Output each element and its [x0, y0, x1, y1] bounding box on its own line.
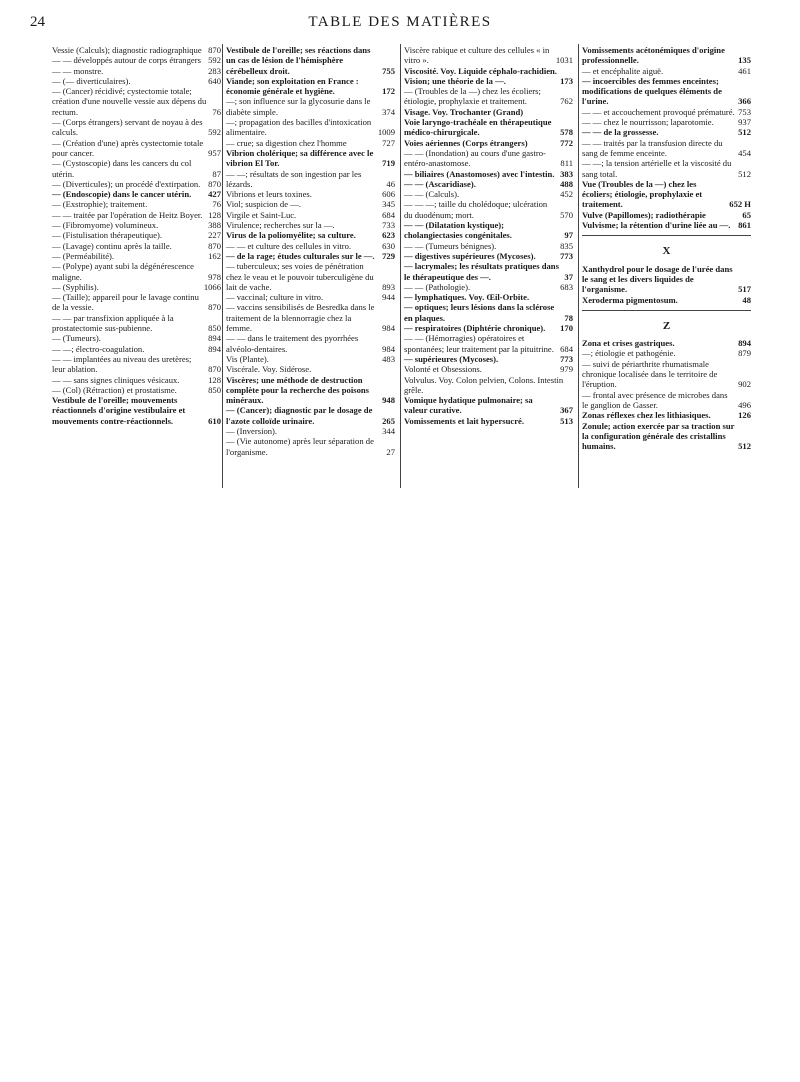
index-entry	[582, 76, 751, 107]
index-entry	[52, 282, 221, 292]
index-entry	[52, 375, 221, 385]
entry-text: Vulve (Papillomes); radiothérapie	[582, 209, 706, 220]
index-entry	[404, 220, 573, 241]
entry-text: Visage. Voy. Trochanter (Grand)	[404, 106, 524, 117]
entry-text: — (Lavage) continu après la taille.	[52, 240, 172, 251]
entry-text: Viscosité. Voy. Liquide céphalo-rachidien.	[404, 65, 557, 76]
entry-text: — — développés autour de corps étrangers	[52, 55, 201, 66]
index-entry	[404, 416, 573, 426]
entry-text: — vaccins sensibilisés de Besredka dans le traitement de la blennorragie chez la femme.	[226, 302, 375, 334]
index-column-2	[226, 45, 395, 457]
entry-text: — — dans le traitement des pyorrhées alvéolo-dentaires.	[226, 333, 359, 354]
index-entry	[52, 189, 221, 199]
entry-page: 870	[208, 178, 221, 189]
entry-page: 383	[560, 168, 573, 179]
index-entry	[404, 107, 573, 117]
entry-text: — optiques; leurs lésions dans la sclérose en plaques.	[404, 302, 555, 323]
index-entry	[404, 261, 573, 282]
entry-page: 979	[560, 364, 573, 375]
entry-text: Vulvisme; la rétention d'urine liée au —.	[582, 220, 731, 231]
entry-page: 388	[208, 220, 221, 231]
entry-text: Vue (Troubles de la —) chez les écoliers; étiologie, prophylaxie et traitement.	[582, 178, 703, 210]
entry-text: Vibrions et leurs toxines.	[226, 189, 312, 200]
entry-page: 879	[738, 348, 751, 359]
column-separator	[578, 44, 579, 488]
entry-page: 719	[382, 158, 395, 169]
entry-text: — frontal avec présence de microbes dans le ganglion de Gasser.	[582, 389, 728, 410]
entry-page: 870	[208, 364, 221, 375]
section-letter-x: X	[662, 245, 671, 258]
index-entry	[404, 292, 573, 302]
index-entry	[226, 117, 395, 138]
entry-text: — — —; taille du cholédoque; ulcération du duodénum; mort.	[404, 199, 548, 220]
entry-page: 861	[738, 220, 751, 231]
entry-text: — — sans signes cliniques vésicaux.	[52, 374, 180, 385]
index-entry	[52, 251, 221, 261]
entry-page: 78	[564, 312, 573, 323]
entry-page: 227	[208, 230, 221, 241]
index-entry	[52, 76, 221, 86]
index-entry	[404, 241, 573, 251]
entry-page: 727	[382, 137, 395, 148]
section-divider	[582, 310, 751, 311]
index-column-3	[404, 45, 573, 426]
index-entry	[226, 302, 395, 333]
entry-text: — — (Inondation) au cours d'une gastro-entéro-anastomose.	[404, 147, 546, 169]
index-entry	[404, 76, 573, 86]
entry-text: — (Cancer) récidivé; cystectomie totale; création d'une nouvelle vessie aux dépens du rectum.	[52, 86, 207, 117]
index-entry	[404, 169, 573, 179]
entry-text: Vomissements acétonémiques d'origine professionnelle.	[582, 45, 725, 66]
entry-page: 87	[212, 168, 221, 179]
index-entry	[404, 395, 573, 416]
index-entry	[226, 220, 395, 230]
index-entry	[582, 138, 751, 159]
entry-page: 773	[560, 353, 573, 364]
index-entry	[582, 348, 751, 358]
entry-text: Vis (Plante).	[226, 353, 269, 364]
index-entry	[226, 405, 395, 426]
entry-text: — (Vie autonome) après leur séparation de l'organisme.	[226, 436, 374, 457]
entry-page: 366	[738, 96, 751, 107]
entry-page: 984	[382, 343, 395, 354]
index-entry	[582, 158, 751, 179]
entry-page: 630	[382, 240, 395, 251]
index-entry	[404, 179, 573, 189]
index-entry	[52, 395, 221, 426]
index-entry	[404, 66, 573, 76]
entry-page: 173	[560, 75, 573, 86]
entry-text: — (Création d'une) après cystectomie totale pour cancer.	[52, 137, 204, 158]
entry-page: 1066	[203, 281, 221, 292]
entry-text: Zonule; action exercée par sa traction sur la configuration générale des cristallins humains.	[582, 420, 735, 452]
index-entry	[582, 127, 751, 137]
entry-page: 850	[208, 323, 221, 334]
index-entry	[52, 313, 221, 334]
index-entry	[52, 292, 221, 313]
section-letter-z: Z	[662, 319, 671, 332]
index-entry	[226, 138, 395, 148]
index-entry	[226, 354, 395, 364]
entry-text: — (Fistulisation thérapeutique).	[52, 230, 163, 241]
index-entry	[404, 375, 573, 396]
index-entry	[582, 179, 751, 210]
entry-text: — — (Pathologie).	[404, 281, 471, 292]
entry-page: 894	[738, 338, 751, 349]
index-entry	[226, 96, 395, 117]
entry-page: 367	[560, 405, 573, 416]
index-entry	[52, 230, 221, 240]
index-entry	[404, 302, 573, 323]
index-entry	[52, 158, 221, 179]
entry-page: 513	[560, 415, 573, 426]
entry-page: 835	[560, 240, 573, 251]
index-entry	[582, 107, 751, 117]
entry-text: — — traitée par l'opération de Heitz Boyer.	[52, 209, 203, 220]
entry-page: 48	[742, 294, 751, 305]
entry-text: — tuberculeux; ses voies de pénétration chez le veau et le pouvoir tuberculigène du lait de vache.	[226, 261, 374, 292]
entry-text: — (Diverticules); un procédé d'extirpation.	[52, 178, 201, 189]
index-entry	[404, 251, 573, 261]
entry-page: 46	[386, 178, 395, 189]
entry-page: 76	[212, 106, 221, 117]
entry-text: Virgile et Saint-Luc.	[226, 209, 297, 220]
entry-page: 753	[738, 106, 751, 117]
entry-page: 1009	[377, 127, 395, 138]
entry-text: Vestibule de l'oreille; ses réactions dans un cas de lésion de l'hémisphère cérébelleux droit.	[226, 45, 371, 76]
entry-text: —; étiologie et pathogénie.	[582, 348, 676, 359]
index-entry	[404, 282, 573, 292]
entry-text: Zona et crises gastriques.	[582, 338, 675, 349]
index-entry	[582, 421, 751, 452]
index-entry	[226, 199, 395, 209]
entry-page: 623	[382, 230, 395, 241]
index-entry	[226, 169, 395, 190]
entry-text: — vaccinal; culture in vitro.	[226, 292, 324, 303]
entry-page: 773	[560, 250, 573, 261]
entry-text: —; son influence sur la glycosurie dans le diabète simple.	[226, 96, 371, 117]
entry-page: 733	[382, 220, 395, 231]
index-entry	[52, 333, 221, 343]
entry-page: 283	[208, 65, 221, 76]
entry-text: — (Endoscopie) dans le cancer utérin.	[52, 189, 192, 200]
entry-text: — suivi de périarthrite rhumatismale chronique localisée dans le territoire de l'éruption.	[582, 358, 718, 390]
index-entry	[404, 199, 573, 220]
index-entry	[404, 148, 573, 169]
index-entry	[226, 241, 395, 251]
entry-text: — crue; sa digestion chez l'homme	[226, 137, 347, 148]
entry-page: 512	[738, 127, 751, 138]
entry-text: Volonté et Obsessions.	[404, 364, 482, 375]
entry-page: 755	[382, 65, 395, 76]
entry-text: — et encéphalite aiguë.	[582, 65, 664, 76]
entry-page: 902	[738, 379, 751, 390]
entry-page: 265	[382, 415, 395, 426]
index-entry	[404, 117, 573, 138]
entry-text: Viscère rabique et culture des cellules « in vitro ».	[404, 45, 550, 66]
entry-text: — (Exstrophie); traitement.	[52, 199, 148, 210]
index-entry	[52, 55, 221, 65]
index-entry	[404, 323, 573, 333]
index-entry	[404, 189, 573, 199]
entry-page: 496	[738, 399, 751, 410]
entry-page: 427	[208, 189, 221, 200]
entry-text: — incoercibles des femmes enceintes; modifications de quelques éléments de l'urine.	[582, 75, 722, 107]
column-separator	[222, 44, 223, 488]
entry-text: Volvulus. Voy. Colon pelvien, Colons. Intestin grêle.	[404, 374, 564, 395]
entry-text: — de la rage; études culturales sur le —.	[226, 250, 375, 261]
entry-text: Viol; suspicion de —.	[226, 199, 301, 210]
entry-page: 452	[560, 189, 573, 200]
entry-text: Viscères; une méthode de destruction complète pour la recherche des poisons minéraux.	[226, 374, 369, 406]
entry-page: 517	[738, 284, 751, 295]
entry-page: 762	[560, 96, 573, 107]
entry-page: 135	[738, 55, 751, 66]
entry-page: 488	[560, 178, 573, 189]
entry-text: — — implantées au niveau des uretères; leur ablation.	[52, 353, 192, 375]
section-x-entries	[582, 264, 751, 305]
entry-page: 344	[382, 425, 395, 436]
entry-text: — (Inversion).	[226, 425, 278, 436]
entry-page: 652 H	[729, 199, 751, 210]
index-entry	[226, 230, 395, 240]
index-entry	[226, 189, 395, 199]
entry-text: — — (Calculs).	[404, 189, 460, 200]
index-entry	[582, 220, 751, 230]
index-entry	[52, 66, 221, 76]
entry-text: Vestibule de l'oreille; mouvements réactionnels d'origine vestibulaire et mouvements contre-réactionnels.	[52, 395, 186, 426]
entry-text: — —; électro-coagulation.	[52, 343, 145, 354]
entry-page: 893	[382, 281, 395, 292]
index-entry	[52, 354, 221, 375]
entry-page: 683	[560, 281, 573, 292]
index-entry	[226, 364, 395, 374]
index-entry	[52, 86, 221, 117]
entry-page: 345	[382, 199, 395, 210]
entry-text: — respiratoires (Diphtérie chronique).	[404, 323, 546, 334]
index-entry	[52, 138, 221, 159]
entry-text: Xanthydrol pour le dosage de l'urée dans le sang et les divers liquides de l'organisme.	[582, 263, 733, 295]
entry-text: — —; résultats de son ingestion par les lézards.	[226, 168, 362, 189]
index-entry	[52, 199, 221, 209]
index-entry	[404, 364, 573, 374]
entry-page: 1031	[555, 55, 573, 66]
entry-text: — — de la grossesse.	[582, 127, 659, 138]
entry-text: Viande; son exploitation en France : économie générale et hygiène.	[226, 75, 359, 97]
entry-text: — — (Dilatation kystique); cholangiectasies congénitales.	[404, 220, 512, 241]
entry-page: 729	[382, 250, 395, 261]
entry-text: — biliaires (Anastomoses) avec l'intestin.	[404, 168, 555, 179]
entry-text: — —; la tension artérielle et la viscosité du sang total.	[582, 158, 732, 179]
entry-text: Xeroderma pigmentosum.	[582, 294, 678, 305]
running-header: TABLE DES MATIÈRES	[308, 14, 492, 30]
entry-text: Vibrion cholérique; sa différence avec le vibrion El Tor.	[226, 147, 374, 169]
index-entry	[52, 241, 221, 251]
entry-page: 578	[560, 127, 573, 138]
entry-page: 170	[560, 323, 573, 334]
index-entry	[226, 210, 395, 220]
entry-page: 894	[208, 333, 221, 344]
page-number: 24	[30, 14, 45, 30]
column-separator	[400, 44, 401, 488]
entry-page: 126	[738, 410, 751, 421]
index-entry	[226, 292, 395, 302]
index-entry	[582, 45, 751, 66]
index-entry	[52, 344, 221, 354]
entry-text: Vomissements et lait hypersucré.	[404, 415, 524, 426]
section-divider	[582, 235, 751, 236]
entry-page: 811	[560, 158, 573, 169]
index-entry	[582, 359, 751, 390]
section-z-entries	[582, 338, 751, 451]
index-entry	[582, 66, 751, 76]
entry-page: 37	[564, 271, 573, 282]
entry-text: — (Fibromyome) volumineux.	[52, 220, 159, 231]
entry-page: 512	[738, 441, 751, 452]
entry-text: — (Col) (Rétraction) et prostatisme.	[52, 384, 177, 395]
index-entry	[226, 45, 395, 76]
index-entry	[404, 138, 573, 148]
entry-text: — (Cancer); diagnostic par le dosage de l'azote colloïde urinaire.	[226, 405, 373, 426]
index-entry	[582, 117, 751, 127]
entry-page: 65	[742, 209, 751, 220]
entry-text: Zonas réflexes chez les lithiasiques.	[582, 410, 711, 421]
entry-text: Virulence; recherches sur la —.	[226, 220, 335, 231]
entry-page: 172	[382, 86, 395, 97]
entry-text: — lacrymales; les résultats pratiques dans le thérapeutique des —.	[404, 261, 559, 282]
entry-page: 162	[208, 250, 221, 261]
entry-text: — lymphatiques. Voy. Œil-Orbite.	[404, 292, 530, 303]
entry-page: 957	[208, 147, 221, 158]
index-entry	[226, 251, 395, 261]
entry-text: Virus de la poliomyélite; sa culture.	[226, 230, 356, 241]
index-entry	[226, 436, 395, 457]
entry-text: — — (Tumeurs bénignes).	[404, 240, 497, 251]
entry-page: 454	[738, 147, 751, 158]
index-entry	[226, 148, 395, 169]
index-entry	[226, 76, 395, 97]
index-entry	[52, 261, 221, 282]
entry-page: 640	[208, 75, 221, 86]
index-entry	[582, 410, 751, 420]
entry-page: 772	[560, 137, 573, 148]
index-entry	[52, 45, 221, 55]
entry-text: — (Cystoscopie) dans les cancers du col utérin.	[52, 158, 192, 179]
entry-page: 128	[208, 374, 221, 385]
entry-text: —; propagation des bacilles d'intoxication alimentaire.	[226, 117, 372, 138]
section-v-entries	[582, 45, 751, 230]
entry-text: — supérieures (Mycoses).	[404, 353, 499, 364]
entry-page: 944	[382, 292, 395, 303]
entry-page: 850	[208, 384, 221, 395]
entry-page: 978	[208, 271, 221, 282]
entry-page: 937	[738, 117, 751, 128]
entry-text: — — traités par la transfusion directe du sang de femme enceinte.	[582, 137, 723, 158]
entry-text: — — monstre.	[52, 65, 104, 76]
entry-page: 461	[738, 65, 751, 76]
entry-text: — (Tumeurs).	[52, 333, 101, 344]
entry-text: Voies aériennes (Corps étrangers)	[404, 137, 528, 148]
entry-page: 870	[208, 302, 221, 313]
entry-page: 483	[382, 353, 395, 364]
entry-text: — — (Hémorragies) opératoires et spontanées; leur traitement par la pituitrine.	[404, 333, 554, 354]
entry-text: — — et culture des cellules in vitro.	[226, 240, 352, 251]
entry-page: 894	[208, 343, 221, 354]
entry-page: 76	[212, 199, 221, 210]
entry-text: — — et accouchement provoqué prématuré.	[582, 106, 735, 117]
entry-page: 870	[208, 45, 221, 55]
index-entry	[226, 333, 395, 354]
entry-page: 570	[560, 209, 573, 220]
entry-page: 948	[382, 395, 395, 406]
index-entry	[404, 333, 573, 354]
entry-text: — (Syphilis).	[52, 281, 99, 292]
index-entry	[52, 385, 221, 395]
entry-page: 512	[738, 168, 751, 179]
index-entry	[582, 338, 751, 348]
index-entry	[404, 354, 573, 364]
index-column-4	[582, 45, 751, 451]
entry-text: Voie laryngo-trachéale en thérapeutique médico-chirurgicale.	[404, 117, 552, 138]
index-entry	[226, 426, 395, 436]
index-entry	[52, 220, 221, 230]
index-entry	[582, 210, 751, 220]
entry-text: — (Perméabilité).	[52, 250, 115, 261]
index-entry	[582, 264, 751, 295]
entry-text: — (Troubles de la —) chez les écoliers; étiologie, prophylaxie et traitement.	[404, 86, 541, 107]
entry-text: — (Taille); appareil pour le lavage continu de la vessie.	[52, 292, 199, 313]
entry-page: 610	[208, 415, 221, 426]
entry-page: 97	[564, 230, 573, 241]
entry-page: 684	[560, 343, 573, 354]
entry-page: 870	[208, 240, 221, 251]
index-entry	[226, 375, 395, 406]
entry-text: — (Polype) ayant subi la dégénérescence maligne.	[52, 261, 194, 282]
entry-text: — (— diverticulaires).	[52, 75, 131, 86]
entry-text: Viscérale. Voy. Sidérose.	[226, 364, 312, 375]
entry-text: Vessie (Calculs); diagnostic radiographique	[52, 45, 202, 55]
index-entry	[404, 86, 573, 107]
entry-page: 984	[382, 323, 395, 334]
entry-page: 128	[208, 209, 221, 220]
entry-text: — — (Ascaridiase).	[404, 178, 476, 189]
index-column-1	[52, 45, 221, 426]
entry-page: 606	[382, 189, 395, 200]
entry-page: 374	[382, 106, 395, 117]
entry-text: — — chez le nourrisson; laparotomie.	[582, 117, 714, 128]
entry-text: Vomique hydatique pulmonaire; sa valeur curative.	[404, 395, 533, 416]
index-entry	[404, 45, 573, 66]
index-entry	[52, 117, 221, 138]
index-entry	[52, 179, 221, 189]
index-entry	[582, 390, 751, 411]
entry-page: 27	[386, 446, 395, 457]
entry-text: Vision; une théorie de la —.	[404, 75, 506, 86]
index-entry	[582, 295, 751, 305]
entry-text: — digestives supérieures (Mycoses).	[404, 250, 536, 261]
entry-text: — — par transfixion appliquée à la prostatectomie sus-pubienne.	[52, 312, 174, 334]
index-entry	[52, 210, 221, 220]
entry-page: 592	[208, 127, 221, 138]
entry-page: 684	[382, 209, 395, 220]
entry-page: 592	[208, 55, 221, 66]
entry-text: — (Corps étrangers) servant de noyau à des calculs.	[52, 117, 203, 138]
index-entry	[226, 261, 395, 292]
